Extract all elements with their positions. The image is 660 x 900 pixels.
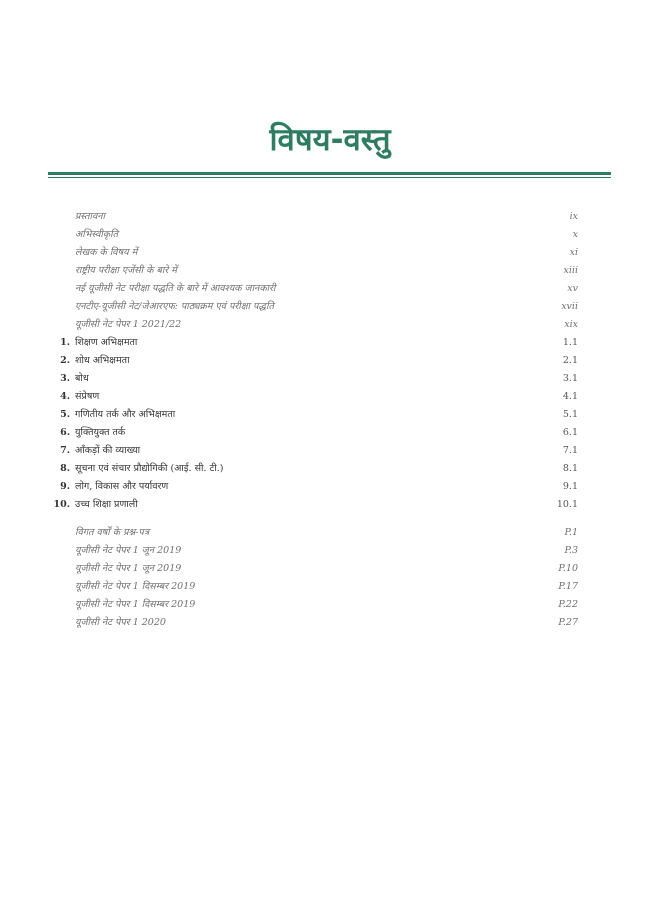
toc-entry-label: प्रस्तावना <box>75 211 105 222</box>
toc-entry-page: P.1 <box>564 527 578 538</box>
toc-entry-page: P.22 <box>558 599 578 610</box>
chapter-page: 6.1 <box>562 427 578 438</box>
toc-chapter[interactable] <box>50 496 578 514</box>
toc-entry-page: xi <box>569 247 578 258</box>
toc-entry-page: P.27 <box>558 617 578 628</box>
toc-entry[interactable] <box>50 316 578 334</box>
toc-entry[interactable] <box>50 298 578 316</box>
chapter-number: 3. <box>60 373 70 384</box>
chapter-page: 1.1 <box>562 337 578 348</box>
chapter-title: बोध <box>75 373 89 384</box>
toc-chapter[interactable] <box>50 460 578 478</box>
chapter-page: 2.1 <box>562 355 578 366</box>
toc-entry-page: P.3 <box>564 545 578 556</box>
toc-entry-label: अभिस्वीकृति <box>75 229 119 240</box>
chapter-page: 8.1 <box>562 463 578 474</box>
toc-chapter[interactable] <box>50 370 578 388</box>
toc-entry-label: नई यूजीसी नेट परीक्षा पद्धति के बारे में आवश्यक जानकारी <box>75 283 276 294</box>
toc-entry[interactable] <box>50 226 578 244</box>
chapter-number: 9. <box>60 481 70 492</box>
chapter-title: युक्तियुक्त तर्क <box>75 427 126 438</box>
page-title: विषय-वस्तु <box>269 122 391 158</box>
chapter-title: शोध अभिक्षमता <box>75 355 130 366</box>
chapter-page: 5.1 <box>562 409 578 420</box>
toc-entry-label: यूजीसी नेट पेपर 1 जून 2019 <box>75 563 182 574</box>
toc-chapter[interactable] <box>50 352 578 370</box>
chapter-page: 10.1 <box>556 499 578 510</box>
toc-chapter[interactable] <box>50 424 578 442</box>
chapter-number: 6. <box>60 427 70 438</box>
toc-entry-page: P.17 <box>558 581 578 592</box>
toc-entry[interactable] <box>50 280 578 298</box>
chapter-page: 4.1 <box>562 391 578 402</box>
toc-entry[interactable] <box>50 614 578 632</box>
toc-entry[interactable] <box>50 596 578 614</box>
chapter-page: 3.1 <box>562 373 578 384</box>
chapter-number: 7. <box>60 445 70 456</box>
chapter-number: 1. <box>60 337 70 348</box>
toc-chapter[interactable] <box>50 442 578 460</box>
toc-entry-label: विगत वर्षों के प्रश्न-पत्र <box>75 527 150 538</box>
chapter-number: 10. <box>53 499 70 510</box>
toc-entry-page: ix <box>569 211 578 222</box>
chapter-number: 4. <box>60 391 70 402</box>
title-divider-thick <box>48 172 611 175</box>
toc-entry-label: एनटीए-यूजीसी नेट/जेआरएफ: पाठ्यक्रम एवं परीक्षा पद्धति <box>75 301 274 312</box>
toc-entry[interactable] <box>50 262 578 280</box>
chapter-title: आँकड़ों की व्याख्या <box>75 445 141 456</box>
toc-chapter[interactable] <box>50 334 578 352</box>
title-divider-thin <box>48 177 611 178</box>
toc-entry-label: यूजीसी नेट पेपर 1 दिसम्बर 2019 <box>75 599 196 610</box>
toc-entry-label: यूजीसी नेट पेपर 1 2020 <box>75 617 166 628</box>
toc-entry-page: xiii <box>563 265 578 276</box>
toc-entry[interactable] <box>50 208 578 226</box>
chapter-number: 5. <box>60 409 70 420</box>
toc-entry[interactable] <box>50 524 578 542</box>
toc-entry-label: यूजीसी नेट पेपर 1 2021/22 <box>75 319 182 330</box>
toc-entry-label: लेखक के विषय में <box>75 247 138 258</box>
chapter-title: उच्च शिक्षा प्रणाली <box>75 499 138 510</box>
chapter-page: 7.1 <box>562 445 578 456</box>
toc-entry-page: x <box>572 229 578 240</box>
toc-entry-label: यूजीसी नेट पेपर 1 जून 2019 <box>75 545 182 556</box>
table-of-contents <box>50 208 578 632</box>
chapter-number: 8. <box>60 463 70 474</box>
section-spacer <box>50 514 578 524</box>
toc-entry-page: P.10 <box>558 563 578 574</box>
toc-chapter[interactable] <box>50 406 578 424</box>
chapter-title: संप्रेषण <box>75 391 100 402</box>
toc-entry[interactable] <box>50 244 578 262</box>
toc-chapter[interactable] <box>50 388 578 406</box>
toc-chapter[interactable] <box>50 478 578 496</box>
toc-entry-page: xix <box>564 319 578 330</box>
toc-entry[interactable] <box>50 560 578 578</box>
chapter-title: सूचना एवं संचार प्रौद्योगिकी (आई. सी. टी.) <box>75 463 224 474</box>
chapter-title: शिक्षण अभिक्षमता <box>75 337 138 348</box>
toc-entry-label: राष्ट्रीय परीक्षा एजेंसी के बारे में <box>75 265 177 276</box>
chapter-number: 2. <box>60 355 70 366</box>
toc-entry-page: xv <box>567 283 578 294</box>
chapter-title: लोग, विकास और पर्यावरण <box>75 481 169 492</box>
toc-entry[interactable] <box>50 578 578 596</box>
chapter-title: गणितीय तर्क और अभिक्षमता <box>75 409 176 420</box>
toc-entry[interactable] <box>50 542 578 560</box>
toc-entry-label: यूजीसी नेट पेपर 1 दिसम्बर 2019 <box>75 581 196 592</box>
toc-entry-page: xvii <box>561 301 578 312</box>
chapter-page: 9.1 <box>562 481 578 492</box>
